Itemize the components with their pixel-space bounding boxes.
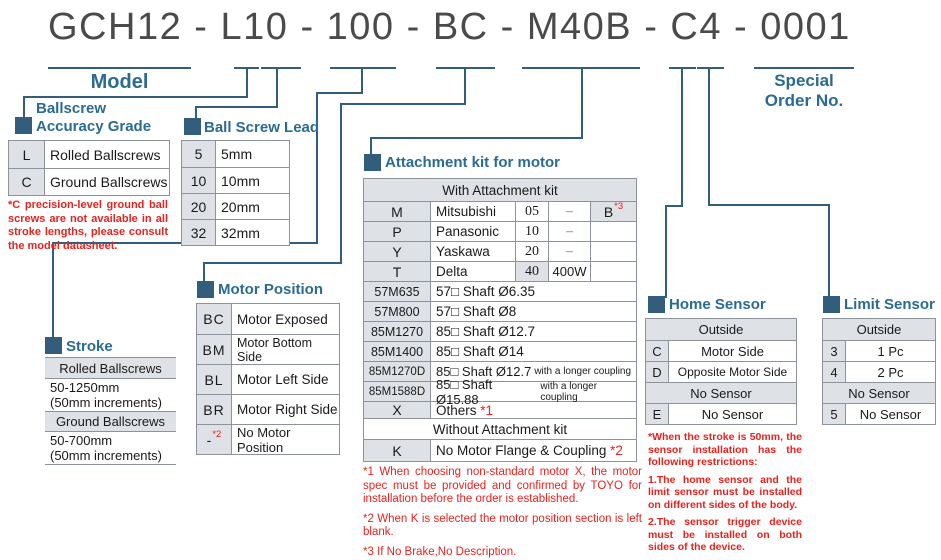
table-row <box>646 319 796 340</box>
special-order-label <box>744 71 864 111</box>
code-cell: P <box>364 222 431 241</box>
underline-limit-sensor <box>697 67 724 69</box>
outside-header: Outside <box>823 319 935 340</box>
brake-cell <box>591 242 636 261</box>
desc-cell: 32mm <box>221 224 260 241</box>
desc-cell: Motor Left Side <box>237 372 329 387</box>
underline-model <box>48 67 191 69</box>
table-row <box>182 141 289 167</box>
footnote-1: *1 When choosing non-standard motor X, the motor spec must be provided and confirmed by TOYO for installation before the order is established. <box>363 466 642 505</box>
desc-small-text: with a longer coupling <box>540 380 598 403</box>
attachment-kit-table <box>363 178 637 462</box>
connector-line <box>708 67 710 206</box>
no-sensor-header: No Sensor <box>823 383 935 403</box>
table-row <box>45 378 176 411</box>
sensor-note-intro: *When the stroke is 50mm, the sensor installation has the following restrictions: <box>648 431 802 468</box>
code-cell: 85M1400 <box>364 342 431 361</box>
sensor-note-item2: 2.The sensor trigger device must be installed on both sides of the device. <box>648 516 802 553</box>
table-row <box>182 193 289 219</box>
underline-stroke <box>330 67 396 69</box>
table-row <box>364 241 636 261</box>
connector-line <box>195 106 278 108</box>
desc-text: Others <box>436 402 477 418</box>
desc-cell <box>431 376 636 407</box>
desc-text: No Motor Flange & Coupling <box>436 443 607 458</box>
desc-cell: Rolled Ballscrews <box>50 146 161 163</box>
watt-cell: 400W <box>549 262 591 281</box>
code-cell: 57M635 <box>364 282 431 301</box>
table-row <box>197 394 339 424</box>
connector-line <box>246 67 248 98</box>
code-cell: BL <box>197 365 232 394</box>
table-row <box>197 304 339 334</box>
code-cell: BM <box>197 335 232 364</box>
desc-cell: 85□ Shaft Ø14 <box>436 344 524 359</box>
connector-line <box>828 204 830 298</box>
brand-cell: Delta <box>431 262 516 281</box>
desc-cell: Motor Exposed <box>237 311 328 327</box>
connector-line <box>681 67 683 207</box>
table-row <box>823 361 935 382</box>
stroke-header-ground: Ground Ballscrews <box>45 412 176 431</box>
connector-line <box>361 67 363 94</box>
connector-line <box>370 137 583 139</box>
limit-sensor-table <box>822 318 936 425</box>
section-heading-limit-sensor: Limit Sensor <box>844 296 935 313</box>
table-row <box>364 301 636 321</box>
code-cell: 5 <box>823 404 846 424</box>
desc-cell <box>431 440 636 461</box>
footnote-ref: *3 <box>614 201 624 212</box>
code-cell: 85M1270D <box>364 362 431 381</box>
table-row <box>364 261 636 281</box>
brand-cell: Panasonic <box>431 222 516 241</box>
section-marker-icon <box>364 154 381 171</box>
watt-cell: – <box>549 202 591 221</box>
section-heading-accuracy <box>36 100 151 136</box>
table-row <box>45 358 176 378</box>
desc-small-text: with a longer coupling <box>534 366 632 377</box>
table-row <box>45 431 176 464</box>
section-heading-motor: Motor Position <box>218 281 323 298</box>
desc-cell: 57□ Shaft Ø8 <box>436 304 517 319</box>
table-row <box>364 179 636 201</box>
outside-header: Outside <box>646 319 796 340</box>
connector-line <box>23 96 248 98</box>
desc-text: 85□ Shaft Ø15.88 <box>436 376 493 407</box>
connector-line <box>340 103 342 264</box>
desc-cell: 5mm <box>221 146 253 162</box>
connector-line <box>581 67 583 139</box>
special-label-line1: Special <box>774 71 834 90</box>
table-row <box>823 403 935 424</box>
table-row <box>197 424 339 454</box>
code-cell: C <box>9 169 45 195</box>
connector-line <box>203 262 342 264</box>
code-text: - <box>206 431 212 448</box>
section-heading-stroke: Stroke <box>66 338 113 355</box>
code-cell: BR <box>197 395 232 424</box>
connector-line <box>464 67 466 105</box>
table-row <box>364 321 636 341</box>
sensor-note-item1: 1.The home sensor and the limit sensor must be installed on different sides of the body. <box>648 473 802 511</box>
footnote-ref: *2 <box>212 429 222 440</box>
desc-cell: Motor Bottom Side <box>237 335 313 364</box>
table-row <box>9 141 169 168</box>
section-marker-icon <box>45 337 62 354</box>
desc-cell: 57□ Shaft Ø6.35 <box>436 284 535 299</box>
footnote-2: *2 When K is selected the motor position section is left blank. <box>363 512 642 538</box>
code-cell: 10 <box>182 168 216 193</box>
code-cell: 85M1588D <box>364 382 431 401</box>
section-marker-icon <box>823 296 840 313</box>
table-row <box>646 403 796 424</box>
table-row <box>9 168 169 195</box>
footnote-3: *3 If No Brake,No Description. <box>363 545 517 558</box>
stroke-range: 50-700mm <box>50 433 113 448</box>
sensor-restriction-note <box>648 431 802 559</box>
desc-cell: 10mm <box>221 172 260 189</box>
code-cell: K <box>364 440 431 461</box>
table-row <box>182 167 289 193</box>
table-row <box>646 340 796 361</box>
brand-cell: Mitsubishi <box>431 202 516 221</box>
underline-lead <box>261 67 301 69</box>
brake-code: B <box>603 203 614 220</box>
brake-cell <box>591 202 636 221</box>
connector-line <box>340 103 466 105</box>
connector-line <box>23 96 25 119</box>
code-cell: C <box>646 341 669 361</box>
stroke-increment: (50mm increments) <box>50 448 162 463</box>
table-row <box>182 219 289 245</box>
desc-cell: 1 Pc <box>877 343 904 359</box>
attachment-footnotes <box>363 466 642 560</box>
table-row <box>45 411 176 431</box>
connector-line <box>316 92 318 244</box>
desc-cell: No Sensor <box>859 406 922 422</box>
watt-cell: – <box>549 222 591 241</box>
desc-cell: No Sensor <box>701 406 764 422</box>
brand-cell: Yaskawa <box>431 242 516 261</box>
brake-cell <box>591 222 636 241</box>
power-cell: 40 <box>516 262 549 281</box>
code-cell: BC <box>197 304 232 334</box>
section-heading-lead: Ball Screw Lead <box>204 119 320 136</box>
table-row <box>646 361 796 382</box>
model-label: Model <box>90 71 149 93</box>
underline-special-order <box>754 67 854 69</box>
motor-position-table <box>196 303 340 455</box>
with-kit-header: With Attachment kit <box>364 179 636 201</box>
table-row <box>364 221 636 241</box>
section-marker-icon <box>648 296 665 313</box>
section-marker-icon <box>184 118 201 135</box>
table-row <box>197 334 339 364</box>
table-row <box>364 201 636 221</box>
code-cell: L <box>9 141 45 168</box>
code-cell: 5 <box>182 141 216 167</box>
table-row <box>823 340 935 361</box>
desc-cell: Motor Right Side <box>237 402 338 417</box>
connector-line <box>665 205 683 207</box>
desc-cell: No Motor Position <box>237 424 291 455</box>
home-sensor-table <box>645 318 797 425</box>
ball-screw-lead-table <box>181 140 290 246</box>
connector-line <box>708 204 830 206</box>
table-row <box>646 382 796 403</box>
code-cell: 85M1270 <box>364 322 431 341</box>
section-marker-icon <box>197 281 214 298</box>
no-sensor-header: No Sensor <box>646 383 796 403</box>
desc-cell: Ground Ballscrews <box>50 174 168 190</box>
desc-cell: Opposite Motor Side <box>677 365 788 379</box>
accuracy-note: *C precision-level ground ball screws are not available in all stroke lengths, please consult the model datasheet. <box>8 199 168 252</box>
stroke-value <box>45 379 176 411</box>
desc-text: 85□ Shaft Ø12.7 <box>436 364 532 379</box>
power-cell: 10 <box>516 222 549 241</box>
connector-line <box>665 205 667 298</box>
connector-line <box>316 92 363 94</box>
code-cell: 20 <box>182 194 216 219</box>
code-cell: X <box>364 402 431 418</box>
table-row <box>364 341 636 361</box>
stroke-range: 50-1250mm <box>50 380 120 395</box>
table-row <box>364 401 636 418</box>
code-cell: M <box>364 202 431 221</box>
table-row <box>823 319 935 340</box>
footnote-ref: *2 <box>610 443 623 458</box>
heading-line: Accuracy Grade <box>36 118 152 135</box>
section-marker-icon <box>15 117 32 134</box>
power-cell: 05 <box>516 202 549 221</box>
desc-cell: 2 Pc <box>877 364 904 380</box>
table-row <box>197 364 339 394</box>
power-cell: 20 <box>516 242 549 261</box>
brake-cell <box>591 262 636 281</box>
stroke-table <box>45 357 176 465</box>
code-cell: 3 <box>823 341 846 361</box>
stroke-value <box>45 432 176 464</box>
table-row <box>823 382 935 403</box>
without-kit-header: Without Attachment kit <box>432 421 568 437</box>
watt-cell: – <box>549 242 591 261</box>
code-cell: 32 <box>182 220 216 245</box>
desc-cell: 20mm <box>221 198 260 215</box>
code-cell: T <box>364 262 431 281</box>
code-cell: D <box>646 362 669 382</box>
code-cell <box>197 425 232 454</box>
stroke-increment: (50mm increments) <box>50 395 162 410</box>
model-code-title: GCH12 - L10 - 100 - BC - M40B - C4 - 0001 <box>48 6 851 48</box>
code-cell: E <box>646 404 669 424</box>
table-row <box>364 439 636 461</box>
section-heading-attachment: Attachment kit for motor <box>385 154 561 171</box>
code-cell: 4 <box>823 362 846 382</box>
accuracy-grade-table <box>8 140 170 196</box>
stroke-header-rolled: Rolled Ballscrews <box>45 358 176 378</box>
footnote-ref: *1 <box>480 402 494 418</box>
connector-line <box>203 262 205 283</box>
connector-line <box>276 67 278 108</box>
desc-cell: Motor Side <box>701 343 764 359</box>
desc-cell: 85□ Shaft Ø12.7 <box>436 324 535 339</box>
connector-line <box>52 242 54 339</box>
code-cell: 57M800 <box>364 302 431 321</box>
table-row <box>364 418 636 439</box>
heading-line: Ballscrew <box>36 100 107 117</box>
table-row <box>364 376 636 407</box>
desc-cell <box>431 402 636 418</box>
code-cell: Y <box>364 242 431 261</box>
table-row <box>364 281 636 301</box>
section-heading-home-sensor: Home Sensor <box>669 296 766 313</box>
special-label-line2: Order No. <box>764 91 844 110</box>
